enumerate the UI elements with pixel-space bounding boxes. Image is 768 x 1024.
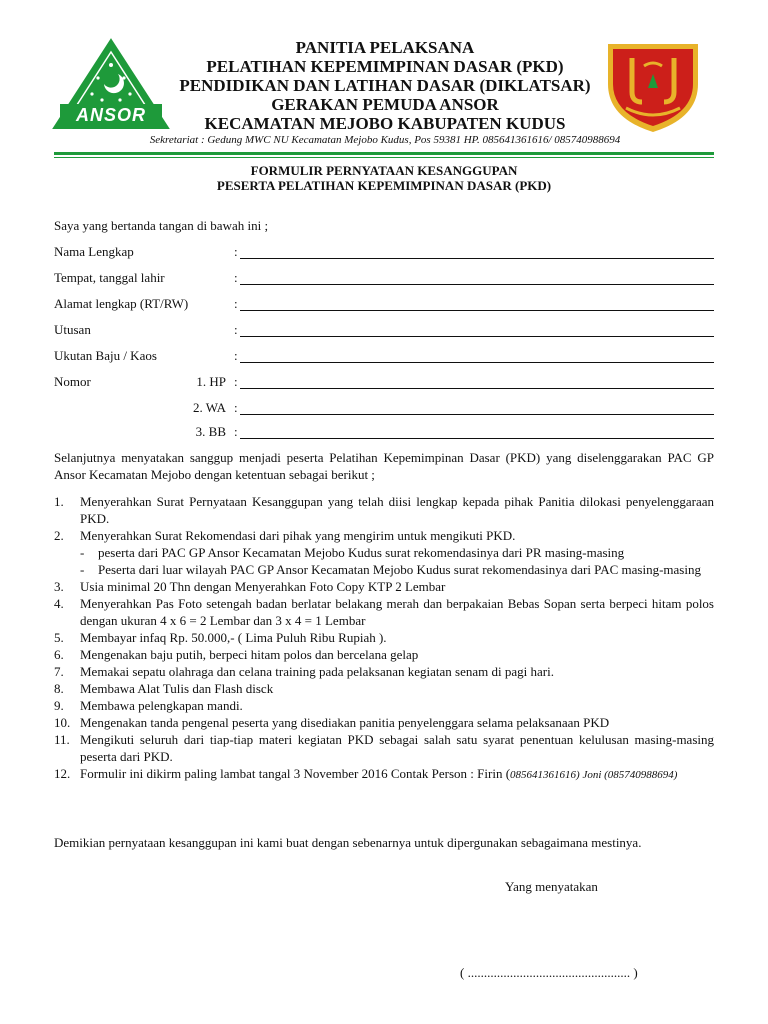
list-text: Mengikuti seluruh dari tiap-tiap materi kegiatan PKD sebagai salah satu syarat penentuan kelulusan masing-masing peserta dari PKD.: [80, 732, 714, 764]
list-text: Usia minimal 20 Thn dengan Menyerahkan Foto Copy KTP 2 Lembar: [80, 579, 446, 594]
ansor-logo-text: ANSOR: [75, 105, 146, 125]
list-text: Memakai sepatu olahraga dan celana training pada pelaksanan kegiatan senam di pagi hari.: [80, 664, 554, 679]
field-colon: :: [234, 244, 238, 259]
list-item: [54, 680, 714, 697]
list-text-contact: [80, 765, 714, 784]
field-colon: :: [234, 348, 238, 363]
field-sublabel: 1. HP: [196, 374, 226, 389]
list-number: 5.: [54, 630, 64, 645]
sub-list-item: [80, 561, 714, 578]
list-text: Mengenakan tanda pengenal peserta yang disediakan panitia penyelenggara selama pelaksanaan PKD: [80, 715, 610, 730]
deadline-text: Formulir ini dikirm paling lambat tangal 3 November 2016 Contak Person : Firin (: [80, 766, 511, 781]
field-colon: :: [234, 296, 238, 311]
closing-paragraph: Demikian pernyataan kesanggupan ini kami buat dengan sebenarnya untuk dipergunakan sebagaimana mestinya.: [54, 835, 642, 850]
field-label: Alamat lengkap (RT/RW): [54, 296, 189, 311]
list-item: [54, 595, 714, 629]
list-text: Membayar infaq Rp. 50.000,- ( Lima Puluh Ribu Rupiah ).: [80, 630, 387, 645]
signer-label: Yang menyatakan: [505, 879, 598, 894]
sekretariat-address: Sekretariat : Gedung MWC NU Kecamatan Mejobo Kudus, Pos 59381 HP. 085641361616/ 085740988694: [149, 134, 621, 146]
sub-list-item: [80, 544, 714, 561]
signature-line[interactable]: ( .................................................. ): [460, 965, 638, 980]
field-sublabel: 3. BB: [195, 424, 226, 439]
list-number: 8.: [54, 681, 64, 696]
field-label: Ukutan Baju / Kaos: [54, 348, 157, 363]
list-number: 2.: [54, 528, 64, 543]
list-item: [54, 731, 714, 765]
list-number: 12.: [54, 766, 71, 781]
list-item: [54, 714, 714, 731]
list-item: [54, 629, 714, 646]
field-label: Nama Lengkap: [54, 244, 134, 259]
list-item: [54, 765, 714, 784]
list-item: [54, 578, 714, 595]
field-nama-lengkap[interactable]: [54, 244, 714, 262]
list-item: [54, 493, 714, 527]
list-text: Menyerahkan Surat Rekomendasi dari pihak yang mengirim untuk mengikuti PKD.: [80, 528, 516, 543]
letterhead: [160, 38, 610, 133]
letterhead-line-1: PANITIA PELAKSANA: [295, 38, 475, 57]
fill-line[interactable]: [240, 336, 714, 337]
field-nomor-hp[interactable]: [54, 374, 714, 392]
sub-list-dash: -: [80, 562, 85, 577]
form-title-line-2: PESERTA PELATIHAN KEPEMIMPINAN DASAR (PKD): [216, 178, 552, 193]
fill-line[interactable]: [240, 310, 714, 311]
field-label: Utusan: [54, 322, 91, 337]
header-rule-thick: [54, 152, 714, 155]
intro-text: Saya yang bertanda tangan di bawah ini ;: [54, 218, 269, 233]
list-number: 4.: [54, 596, 64, 611]
list-item: [54, 663, 714, 680]
list-text: Menyerahkan Surat Pernyataan Kesanggupan yang telah diisi lengkap kepada pihak Panitia dilokasi penyelenggaraan PKD.: [80, 494, 714, 526]
field-colon: :: [234, 322, 238, 337]
fill-line[interactable]: [240, 388, 714, 389]
field-nomor-bb[interactable]: [54, 424, 714, 442]
fill-line[interactable]: [240, 438, 714, 439]
form-title-line-1: FORMULIR PERNYATAAN KESANGGUPAN: [250, 163, 518, 178]
field-label: Nomor: [54, 374, 91, 389]
sub-list-text: Peserta dari luar wilayah PAC GP Ansor Kecamatan Mejobo Kudus surat rekomendasinya dari PAC masing-masing: [98, 562, 701, 577]
fill-line[interactable]: [240, 258, 714, 259]
sub-list-text: peserta dari PAC GP Ansor Kecamatan Mejobo Kudus surat rekomendasinya dari PR masing-masing: [98, 545, 625, 560]
list-text: Mengenakan baju putih, berpeci hitam polos dan bercelana gelap: [80, 647, 419, 662]
field-colon: :: [234, 270, 238, 285]
contact-person-numbers: 085641361616) Joni (085740988694): [510, 769, 678, 781]
sub-list-dash: -: [80, 545, 85, 560]
letterhead-line-4: GERAKAN PEMUDA ANSOR: [271, 95, 499, 114]
field-tempat-tanggal-lahir[interactable]: [54, 270, 714, 288]
fill-line[interactable]: [240, 414, 714, 415]
field-colon: :: [234, 400, 238, 415]
list-item: [54, 646, 714, 663]
list-number: 7.: [54, 664, 64, 679]
letterhead-line-2: PELATIHAN KEPEMIMPINAN DASAR (PKD): [206, 57, 564, 76]
field-nomor-wa[interactable]: [54, 400, 714, 418]
statement-paragraph: Selanjutnya menyatakan sanggup menjadi peserta Pelatihan Kepemimpinan Dasar (PKD) yang diselenggarakan PAC GP Ansor Kecamatan Mejobo dengan ketentuan sebagai berikut ;: [54, 450, 714, 482]
requirements-list: [54, 493, 714, 784]
field-label: Tempat, tanggal lahir: [54, 270, 165, 285]
field-utusan[interactable]: [54, 322, 714, 340]
list-item: [54, 527, 714, 544]
form-title: [54, 163, 714, 193]
list-number: 6.: [54, 647, 64, 662]
header-rule-thin: [54, 157, 714, 158]
field-ukuran-baju[interactable]: [54, 348, 714, 366]
fill-line[interactable]: [240, 362, 714, 363]
list-text: Menyerahkan Pas Foto setengah badan berlatar belakang merah dan berpakaian Bebas Sopan serta berpeci hitam polos dengan ukuran 4 x 6 = 2 Lembar dan 3 x 4 = 1 Lembar: [80, 596, 714, 628]
field-sublabel: 2. WA: [193, 400, 226, 415]
list-text: Membawa pelengkapan mandi.: [80, 698, 243, 713]
list-item: [54, 697, 714, 714]
field-alamat-lengkap[interactable]: [54, 296, 714, 314]
fill-line[interactable]: [240, 284, 714, 285]
list-number: 3.: [54, 579, 64, 594]
banser-shield-logo: [602, 40, 704, 134]
list-number: 10.: [54, 715, 71, 730]
letterhead-line-3: PENDIDIKAN DAN LATIHAN DASAR (DIKLATSAR): [179, 76, 591, 95]
list-number: 11.: [54, 732, 70, 747]
letterhead-line-5: KECAMATAN MEJOBO KABUPATEN KUDUS: [204, 114, 566, 133]
list-number: 9.: [54, 698, 64, 713]
field-colon: :: [234, 374, 238, 389]
list-text: Membawa Alat Tulis dan Flash disck: [80, 681, 274, 696]
list-number: 1.: [54, 494, 64, 509]
ansor-logo: [52, 38, 170, 130]
field-colon: :: [234, 424, 238, 439]
